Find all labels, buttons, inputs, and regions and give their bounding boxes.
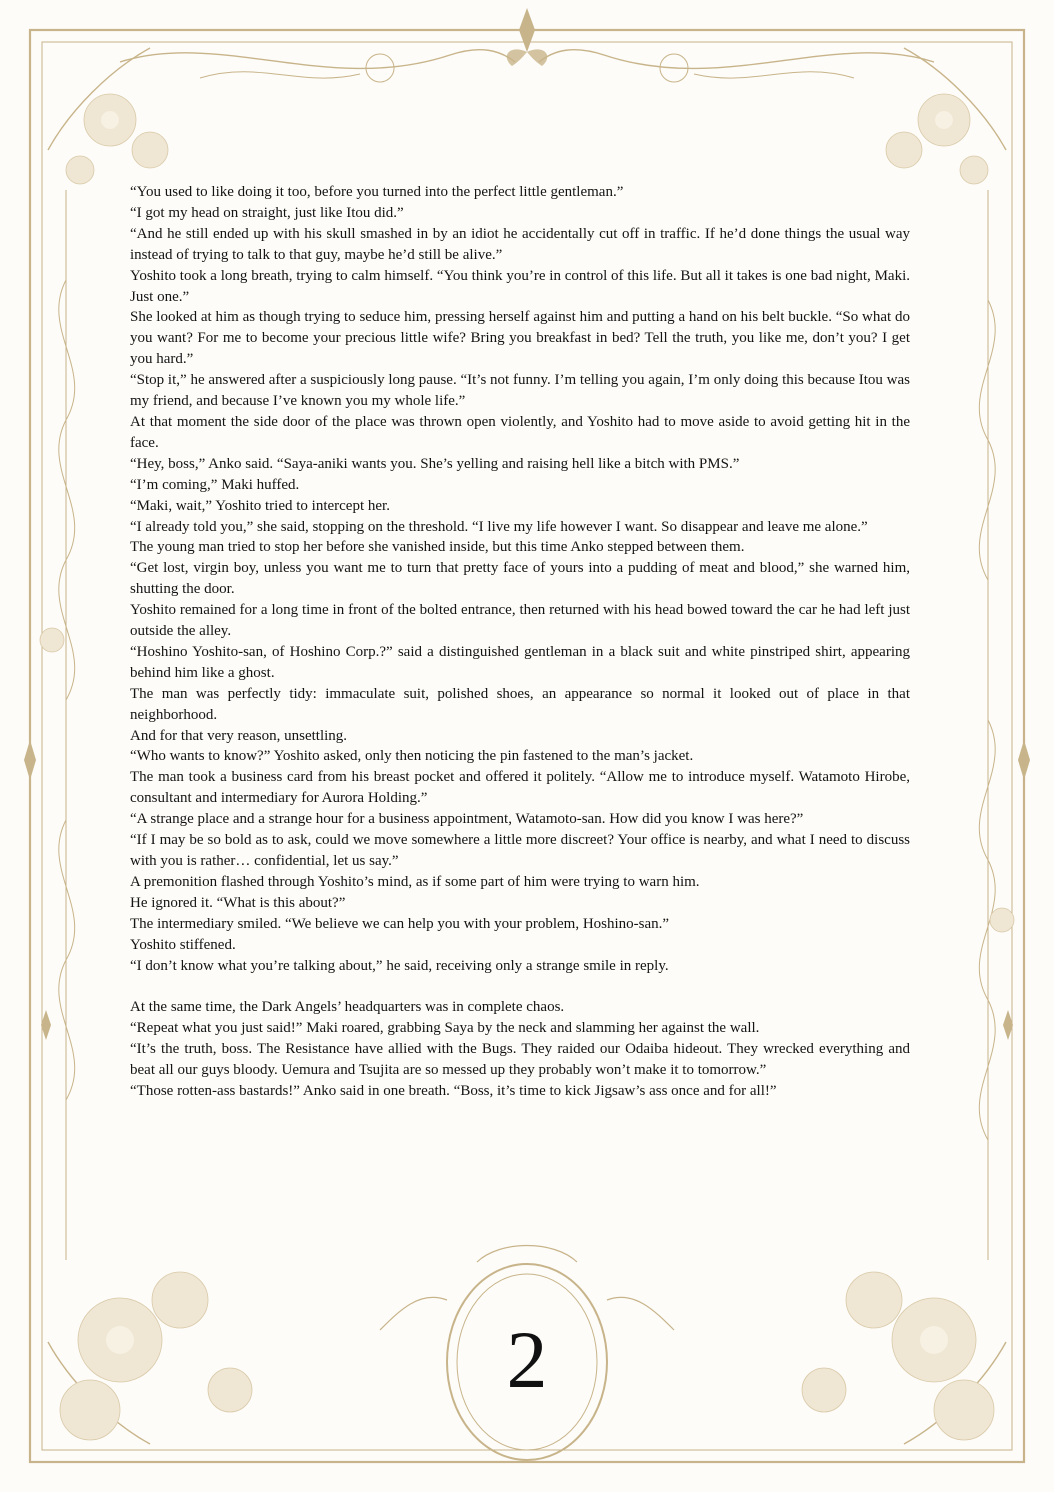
paragraph: He ignored it. “What is this about?” [130,894,346,911]
paragraph [130,976,910,997]
paragraph: Yoshito remained for a long time in front of the bolted entrance, then returned with his head bowed toward the car he had left just outside the alley. [130,602,910,640]
paragraph: And for that very reason, unsettling. [130,727,348,744]
paragraph: “A strange place and a strange hour for a business appointment, Watamoto-san. How did you know I was here?” [130,811,804,828]
paragraph: The young man tried to stop her before she vanished inside, but this time Anko stepped between them. [130,539,745,556]
paragraph: “It’s the truth, boss. The Resistance have allied with the Bugs. They raided our Odaiba hideout. They wrecked everything and beat all our guys bloody. Uemura and Tsujita are so messed up they probably won’t make it to tomorrow.” [130,1041,910,1079]
paragraph: At the same time, the Dark Angels’ headquarters was in complete chaos. [130,999,565,1016]
body-text [130,182,910,1102]
paragraph: “You used to like doing it too, before you turned into the perfect little gentleman.” [130,184,624,200]
paragraph: “Hey, boss,” Anko said. “Saya-aniki wants you. She’s yelling and raising hell like a bitch with PMS.” [130,455,740,472]
paragraph: “And he still ended up with his skull smashed in by an idiot he accidentally cut off in traffic. If he’d done things the usual way instead of trying to talk to that guy, maybe he’d still be alive.” [130,225,910,263]
paragraph: “Maki, wait,” Yoshito tried to intercept her. [130,497,390,514]
paragraph: “I’m coming,” Maki huffed. [130,476,300,493]
paragraph: “Those rotten-ass bastards!” Anko said in one breath. “Boss, it’s time to kick Jigsaw’s ass once and for all!” [130,1082,777,1099]
paragraph: “Stop it,” he answered after a suspiciously long pause. “It’s not funny. I’m telling you again, I’m only doing this because Itou was my friend, and because I’ve known you my whole life.” [130,372,910,410]
paragraph: “Hoshino Yoshito-san, of Hoshino Corp.?” said a distinguished gentleman in a black suit and white pinstriped shirt, appearing behind him like a ghost. [130,643,910,681]
paragraph: “I already told you,” she said, stopping on the threshold. “I live my life however I want. So disappear and leave me alone.” [130,518,868,535]
paragraph: “I got my head on straight, just like Itou did.” [130,204,404,221]
page-number: 2 [506,1314,548,1405]
paragraph: “If I may be so bold as to ask, could we move somewhere a little more discreet? Your office is nearby, and what I need to discuss with you is rather… confidential, let us say.” [130,832,910,869]
paragraph: “I don’t know what you’re talking about,” he said, receiving only a strange smile in reply. [130,957,669,974]
paragraph: Yoshito stiffened. [130,936,236,953]
paragraph: The man was perfectly tidy: immaculate suit, polished shoes, an appearance so normal it looked out of place in that neighborhood. [130,685,910,723]
paragraph: The intermediary smiled. “We believe we can help you with your problem, Hoshino-san.” [130,915,670,932]
paragraph: “Repeat what you just said!” Maki roared, grabbing Saya by the neck and slamming her against the wall. [130,1020,760,1037]
paragraph: The man took a business card from his breast pocket and offered it politely. “Allow me to introduce myself. Watamoto Hirobe, consultant and intermediary for Aurora Holding.” [130,769,910,807]
paragraph: At that moment the side door of the place was thrown open violently, and Yoshito had to move aside to avoid getting hit in the face. [130,413,910,451]
paragraph: Yoshito took a long breath, trying to calm himself. “You think you’re in control of this life. But all it takes is one bad night, Maki. Just one.” [130,267,910,305]
paragraph: “Get lost, virgin boy, unless you want me to turn that pretty face of yours into a pudding of meat and blood,” she warned him, shutting the door. [130,560,910,598]
paragraph: “Who wants to know?” Yoshito asked, only then noticing the pin fastened to the man’s jacket. [130,748,694,765]
paragraph: She looked at him as though trying to seduce him, pressing herself against him and putting a hand on his belt buckle. “So what do you want? For me to become your precious little wife? Bring you breakfast in bed? Tell the truth, you like me, don’t you? I get you hard.” [130,309,910,368]
paragraph: A premonition flashed through Yoshito’s mind, as if some part of him were trying to warn him. [130,873,700,890]
